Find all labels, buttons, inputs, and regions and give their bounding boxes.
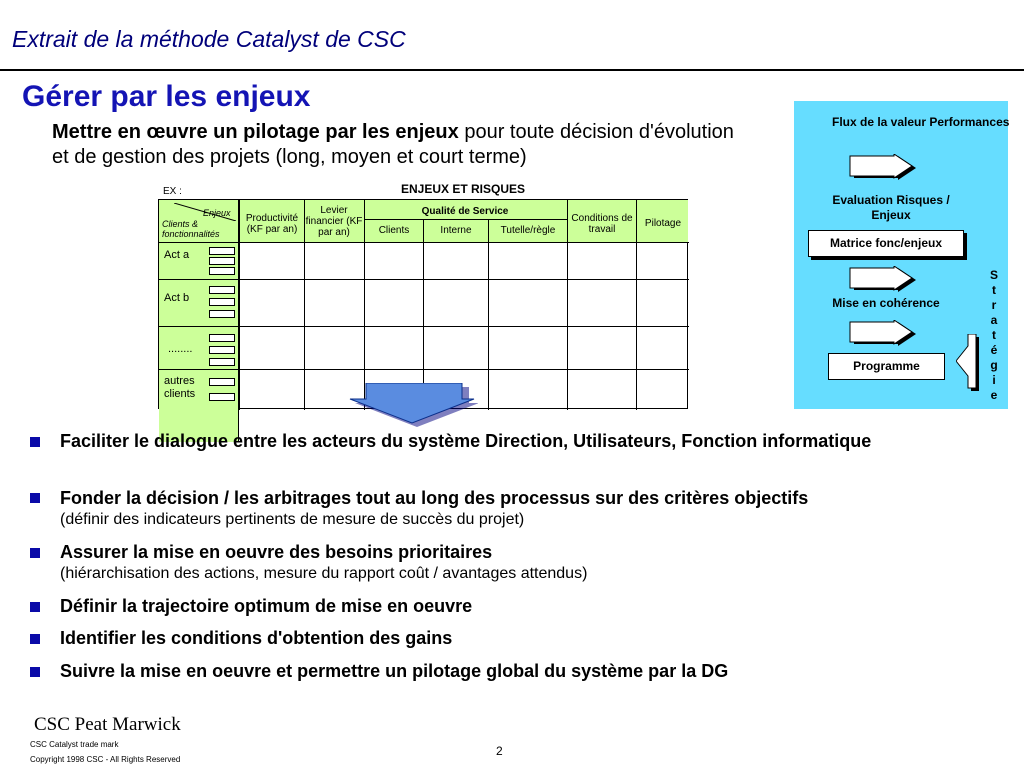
slide-subtitle: [52, 120, 752, 170]
row-label-act-b: Act b: [164, 292, 190, 304]
bullet-text: Assurer la mise en oeuvre des besoins prioritaires: [60, 542, 493, 562]
corner-clients: Clients & fonctionnalités: [162, 219, 220, 239]
strategie-letter: i: [992, 373, 996, 387]
col-conditions: Conditions de travail: [571, 213, 633, 235]
feature-box: [209, 346, 235, 354]
strategie-letter: r: [991, 298, 997, 312]
bullet-item: [60, 627, 1010, 650]
bullet-square-icon: [30, 634, 40, 644]
strategie-letter: e: [990, 388, 998, 402]
grid-vline: [304, 200, 305, 410]
table-title: ENJEUX ET RISQUES: [400, 182, 526, 196]
title-rule: [0, 69, 1024, 71]
enjeux-table: [158, 199, 688, 409]
grid-hline: [159, 279, 689, 280]
strategie-letter: a: [990, 313, 998, 327]
grid-vline: [423, 219, 424, 410]
bullet-item: [60, 541, 1010, 584]
sub-clients: Clients: [378, 225, 410, 236]
grid-vline: [488, 219, 489, 410]
bullet-text: Définir la trajectoire optimum de mise en oeuvre: [60, 596, 473, 616]
programme-box: Programme: [828, 353, 945, 380]
feature-box: [209, 393, 235, 401]
flow-arrow-icon: [848, 266, 918, 292]
col-pilotage: Pilotage: [644, 218, 682, 229]
feature-box: [209, 378, 235, 386]
feature-box: [209, 334, 235, 342]
sub-tutelle: Tutelle/règle: [500, 225, 556, 236]
panel-evaluation: Evaluation Risques / Enjeux: [832, 193, 950, 222]
bullet-square-icon: [30, 667, 40, 677]
feature-box: [209, 298, 235, 306]
bullet-text: Faciliter le dialogue entre les acteurs du système Direction, Utilisateurs, Fonction informatique: [60, 431, 872, 451]
panel-coherence: Mise en cohérence: [832, 296, 940, 310]
grid-vline: [239, 200, 240, 410]
corner-enjeux: Enjeux: [203, 208, 231, 218]
footer-brand: CSC Peat Marwick: [34, 714, 181, 735]
strategie-letter: S: [989, 268, 998, 282]
bullet-text: Suivre la mise en oeuvre et permettre un pilotage global du système par la DG: [60, 661, 729, 681]
strategie-letter: g: [990, 358, 998, 372]
row-label-act-a: Act a: [164, 249, 190, 261]
bullet-text: Identifier les conditions d'obtention des gains: [60, 628, 453, 648]
document-title: Extrait de la méthode Catalyst de CSC: [12, 26, 406, 52]
strategie-letter: é: [990, 343, 998, 357]
feature-box: [209, 310, 235, 318]
col-levier: Levier financier (KF par an): [305, 205, 363, 238]
strategie-letter: t: [992, 283, 996, 297]
bullet-text: Fonder la décision / les arbitrages tout au long des processus sur des critères objectifs: [60, 488, 809, 508]
grid-vline: [364, 200, 365, 410]
bullet-square-icon: [30, 548, 40, 558]
col-productivite: Productivité (KF par an): [245, 213, 299, 235]
footer-trademark: CSC Catalyst trade mark: [30, 740, 119, 749]
feature-box: [209, 286, 235, 294]
bullet-item: [60, 660, 1010, 683]
ex-label: EX :: [163, 186, 182, 197]
bullet-square-icon: [30, 602, 40, 612]
bullet-item: [60, 430, 1010, 453]
page-number: 2: [496, 744, 503, 758]
bullet-square-icon: [30, 493, 40, 503]
bullet-note: (hiérarchisation des actions, mesure du rapport coût / avantages attendus): [60, 565, 588, 582]
matrice-box: Matrice fonc/enjeux: [808, 230, 964, 257]
grid-hline: [159, 326, 689, 327]
feature-box: [209, 257, 235, 265]
bullet-item: [60, 595, 1010, 618]
flow-arrow-icon: [848, 320, 918, 346]
col-qualite: Qualité de Service: [421, 206, 509, 217]
panel-flux: Flux de la valeur Performances: [832, 115, 1010, 129]
down-arrow-icon: [348, 383, 478, 427]
strategie-letter: t: [992, 328, 996, 342]
qualite-rule: [365, 219, 567, 220]
subtitle-rest: pour toute décision d'évolution et de gestion des projets (long, moyen et court terme): [52, 121, 734, 168]
bullet-item: [60, 487, 1010, 530]
grid-vline: [567, 200, 568, 410]
flow-arrow-icon: [848, 154, 918, 180]
grid-hline: [159, 369, 689, 370]
feedback-arrow-icon: [956, 334, 980, 392]
bullet-note: (définir des indicateurs pertinents de mesure de succès du projet): [60, 511, 525, 528]
feature-box: [209, 358, 235, 366]
bullet-square-icon: [30, 437, 40, 447]
grid-vline: [636, 200, 637, 410]
subtitle-bold: Mettre en œuvre un pilotage par les enjeux: [52, 121, 459, 143]
row-label-ellipsis: ........: [168, 343, 193, 355]
footer-copyright: Copyright 1998 CSC - All Rights Reserved: [30, 755, 181, 764]
feature-box: [209, 267, 235, 275]
row-label-autres: autres clients: [164, 375, 196, 400]
slide-heading: Gérer par les enjeux: [22, 80, 311, 113]
feature-box: [209, 247, 235, 255]
sub-interne: Interne: [440, 225, 472, 236]
